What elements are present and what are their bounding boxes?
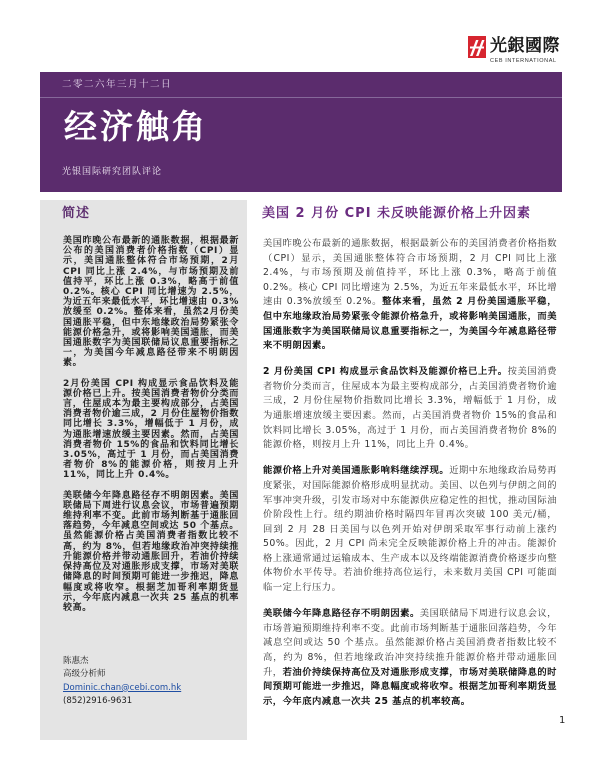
article-paragraph-3 xyxy=(263,464,557,595)
summary-sidebar xyxy=(40,200,247,740)
paragraph-bold-text: 整体来看，虽然 2 月份美国通胀平稳，但中东地缘政治局势紧张令能源价格急升，或将影响美国通胀，而美国通胀数字为美国联储局议息重要指标之一，为美国今年减息路径带来不明朗因素。 xyxy=(263,296,557,352)
analyst-email-link[interactable]: Dominic.chan@cebi.com.hk xyxy=(63,682,182,693)
banner-divider xyxy=(40,97,562,98)
page-number: 1 xyxy=(559,715,566,726)
summary-heading: 简述 xyxy=(62,206,91,221)
summary-paragraph-1: 美国昨晚公布最新的通胀数据，根据最新公布的美国消费者价格指数（CPI）显示，美国通胀整体符合市场预期，2月 CPI 同比上涨 2.4%，与市场预期及前值持平，环比上涨 0.3%，略高于前值 0.2%。核心 CPI 同比增速为 2.5%，为近五年来最低水平，环比增速由 0.3%放缓至 0.2%。整体来看，虽然2月份美国通胀平稳，但中东地缘政治局势紧张令能源价格急升，或将影响美国通胀，而美国通胀数字为美国联储局议息重要指标之一，为美国今年减息路径带来不明朗因素。 xyxy=(63,236,239,369)
report-date: 二零二六年三月十二日 xyxy=(62,79,173,90)
summary-paragraph-2: 2月份美国 CPI 构成显示食品饮料及能源价格已上升。按美国消费者物价分类而言，住屋成本为最主要构成部分，占美国消费者物价逾三成，2 月份住屋物价指数同比增长 3.3%，增幅低于 1 月份，成为通胀增速放缓主要因素。然而，占美国消费者物价 15%的食品和饮料同比增长 3.05%，高过于 1 月份，而占美国消费者物价 8%的能源价格，则按月上升 11%，同比上升 0.4%。 xyxy=(63,378,239,481)
paragraph-text: 美国昨晚公布最新的通胀数据，根据最新公布的美国消费者价格指数（CPI）显示，美国通胀整体符合市场预期，2 月 CPI 同比上涨 2.4%，与市场预期及前值持平，环比上涨 0.3%，略高于前值 0.2%。核心 CPI 同比增速为 2.5%，为近五年来最低水平，环比增速由 0.3%放缓至 0.2%。 xyxy=(263,238,557,308)
logo-name-chinese: 光銀國際 xyxy=(490,36,560,56)
analyst-title: 高级分析师 xyxy=(63,669,106,680)
paragraph-text: 按美国消费者物价分类而言，住屋成本为最主要构成部分，占美国消费者物价逾三成，2 月份住屋物价指数同比增长 3.3%，增幅低于 1 月份，成为通胀增速放缓主要因素。然而，占美国消费者物价 15%的食品和饮料同比增长 3.05%，高过于 1 月份，而占美国消费者物价 8%的能源价格，则按月上升 11%，同比上升 0.4%。 xyxy=(263,366,557,451)
paragraph-bold-text: 若油价持续保持高位及对通胀形成支撑，市场对美联储降息的时间预期可能进一步推迟，降息幅度或将收窄。根据芝加哥利率期货显示，今年底内减息一次共 25 基点的机率较高。 xyxy=(263,666,557,707)
analyst-phone: (852)2916-9631 xyxy=(63,695,133,706)
article-title: 美国 2 月份 CPI 未反映能源价格上升因素 xyxy=(262,206,532,221)
paragraph-lead: 2 月份美国 CPI 构成显示食品饮料及能源价格已上升。 xyxy=(263,366,508,378)
header-banner xyxy=(40,72,562,192)
article-paragraph-4 xyxy=(263,607,557,709)
report-series-title: 经济触角 xyxy=(64,107,208,146)
ceb-logo-icon xyxy=(468,36,486,58)
summary-body xyxy=(63,236,239,623)
article-body xyxy=(263,237,557,721)
analyst-contact xyxy=(63,655,239,708)
paragraph-lead: 美联储今年降息路径存不明朗因素。 xyxy=(263,608,420,620)
analyst-name: 陈惠杰 xyxy=(63,656,89,666)
logo-name-english: CEB INTERNATIONAL xyxy=(490,58,557,64)
paragraph-text: 近期中东地缘政治局势再度紧张，对国际能源价格形成明显扰动。美国、以色列与伊朗之间的军事冲突升级，引发市场对中东能源供应稳定性的担忧，推动国际油价阶段性上行。纽约期油价格时隔四年冒再次突破 100 美元/桶，回到 2 月 28 日美国与以色列开始对伊朗采取军事行动前上涨约 50%。因此，2 月 CPI 尚未完全反映能源价格上升的冲击。能源价格上涨通常通过运输成本、生产成本以及终端能源消费价格逐步向整体物价水平传导。若油价维持高位运行，未来数月美国 CPI 可能面临一定上行压力。 xyxy=(263,465,557,594)
paragraph-text: 美国联储局下周进行议息会议，市场普遍预期维持利率不变。此前市场判断基于通胀回落趋势，今年减息空间或达 50 个基点。虽然能源价格占美国消费者指数比较不高，约为 8%，但若地缘政治冲突持续推升能源价格并带动通胀回升， xyxy=(263,608,557,678)
article-paragraph-1 xyxy=(263,237,557,354)
summary-paragraph-3: 美联储今年降息路径存不明朗因素。美国联储局下周进行议息会议，市场普遍预期维持利率不变。此前市场判断基于通胀回落趋势，今年减息空间或达 50 个基点。虽然能源价格占美国消费者指数比较不高，约为 8%，但若地缘政治冲突持续推升能源价格并带动通胀回升，若油价持续保持高位及对通胀形成支撑，市场对美联储降息的时间预期可能进一步推迟，降息幅度或将收窄。根据芝加哥利率期货显示，今年底内减息一次共 25 基点的机率较高。 xyxy=(63,490,239,613)
ceb-logo xyxy=(468,34,580,68)
report-series-subtitle: 光银国际研究团队评论 xyxy=(62,167,163,177)
paragraph-lead: 能源价格上升对美国通胀影响料继续浮现。 xyxy=(263,465,450,477)
article-paragraph-2 xyxy=(263,365,557,453)
